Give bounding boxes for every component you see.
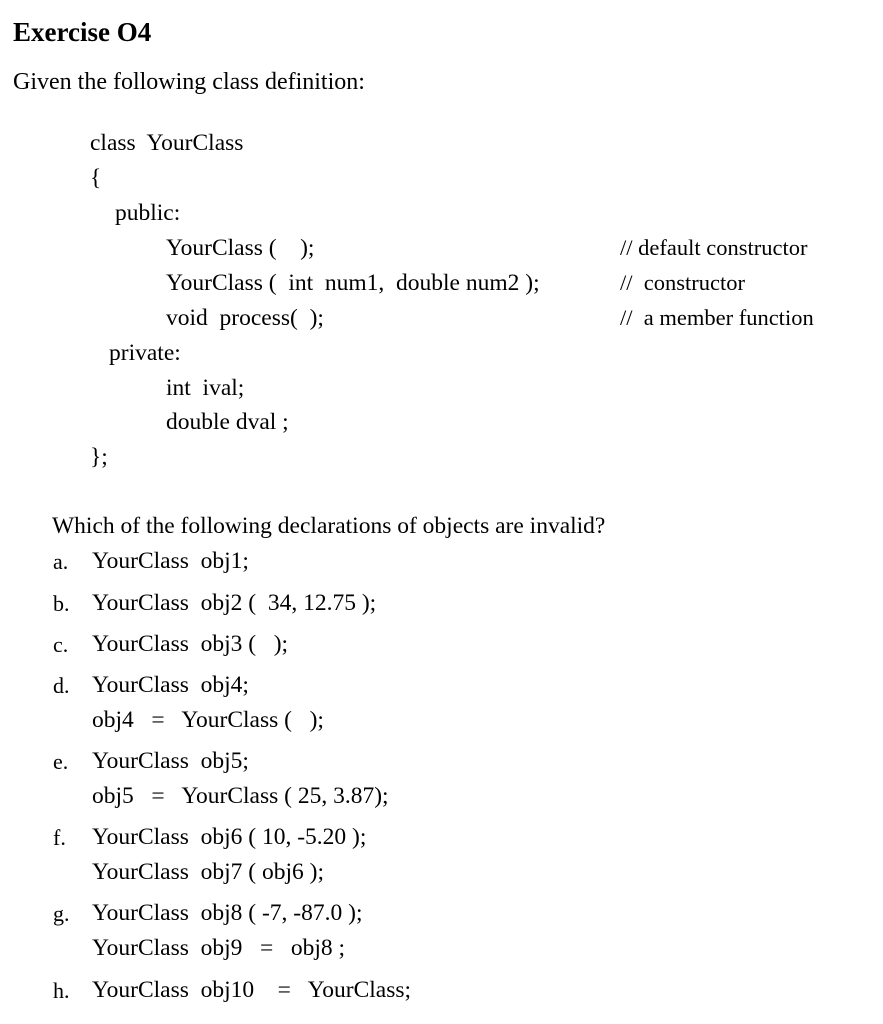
option-letter: g. xyxy=(53,901,70,926)
option-line: YourClass obj5; xyxy=(92,748,249,774)
intro-text: Given the following class definition: xyxy=(13,69,365,95)
option-line: YourClass obj8 ( -7, -87.0 ); xyxy=(92,900,363,926)
option-letter: e. xyxy=(53,749,69,774)
public-member-comment: // constructor xyxy=(620,270,745,295)
option-line: YourClass obj6 ( 10, -5.20 ); xyxy=(92,824,367,850)
option-letter: h. xyxy=(53,978,70,1003)
option-letter: b. xyxy=(53,591,70,616)
open-brace: { xyxy=(90,165,102,191)
question-text: Which of the following declarations of objects are invalid? xyxy=(52,513,606,539)
public-member-code: YourClass ( ); xyxy=(166,235,315,261)
option-line: YourClass obj2 ( 34, 12.75 ); xyxy=(92,590,377,616)
public-member-code: void process( ); xyxy=(166,305,324,331)
option-line: YourClass obj9 = obj8 ; xyxy=(92,935,346,961)
option-line: YourClass obj7 ( obj6 ); xyxy=(92,859,324,885)
exercise-title: Exercise O4 xyxy=(13,17,152,47)
option-letter: c. xyxy=(53,632,69,657)
private-member: int ival; xyxy=(166,375,245,401)
public-label: public: xyxy=(115,200,181,226)
public-member-code: YourClass ( int num1, double num2 ); xyxy=(166,270,540,296)
option-line: YourClass obj1; xyxy=(92,548,249,574)
public-member-comment: // a member function xyxy=(620,305,814,330)
option-letter: a. xyxy=(53,549,69,574)
option-letter: d. xyxy=(53,673,70,698)
option-line: YourClass obj10 = YourClass; xyxy=(92,977,412,1003)
public-member-comment: // default constructor xyxy=(620,235,808,260)
private-member: double dval ; xyxy=(166,409,289,435)
option-line: YourClass obj4; xyxy=(92,672,249,698)
option-line: obj4 = YourClass ( ); xyxy=(92,707,324,733)
close-brace: }; xyxy=(90,444,108,470)
option-line: YourClass obj3 ( ); xyxy=(92,631,289,657)
option-line: obj5 = YourClass ( 25, 3.87); xyxy=(92,783,389,809)
private-label: private: xyxy=(109,340,181,366)
class-declaration: class YourClass xyxy=(90,130,244,156)
option-letter: f. xyxy=(53,825,66,850)
